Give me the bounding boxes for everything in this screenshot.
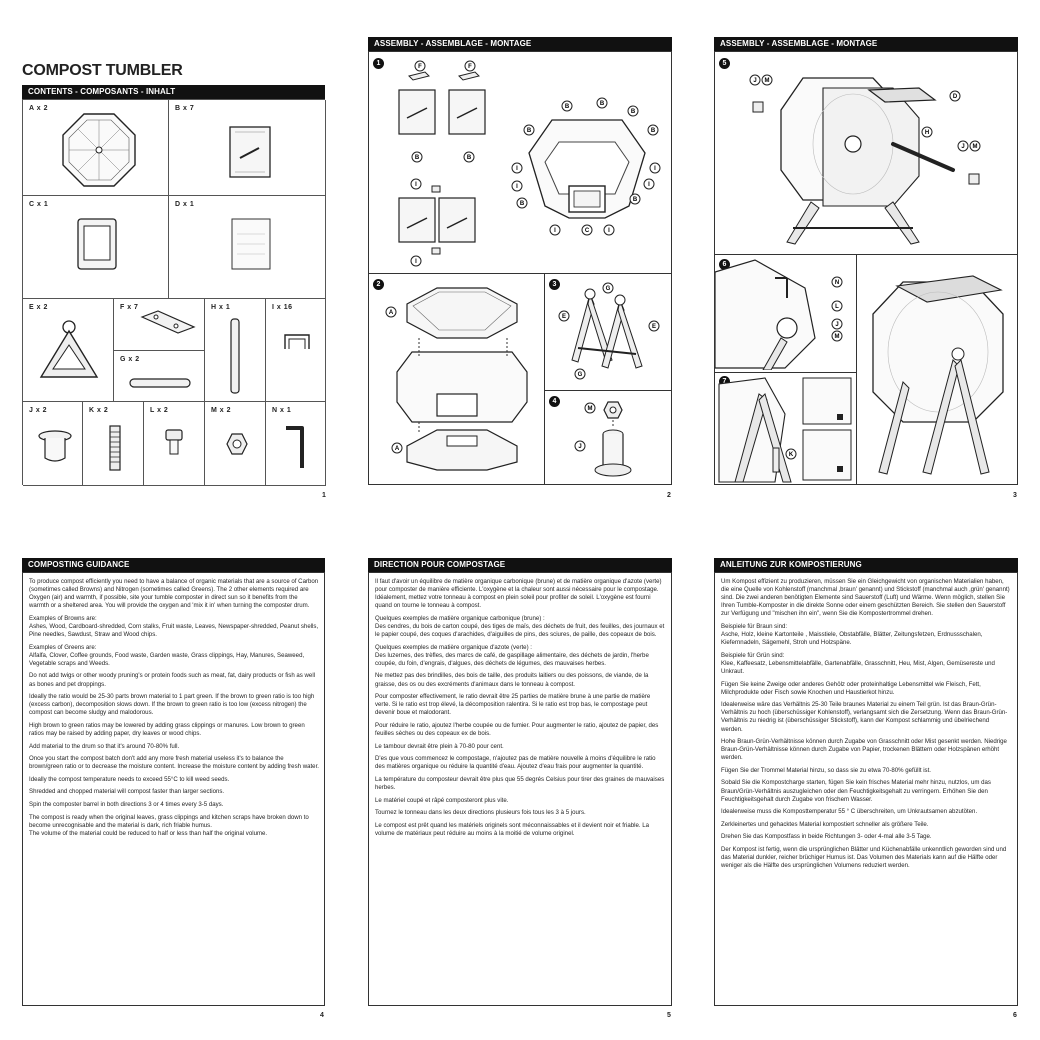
paragraph: Examples of Browns are: Ashes, Wood, Cardboard-shredded, Corn stalks, Fruit waste, Leaves, Newspaper-shredded, Peanut shells, Pine needles, Sawdust, Straw and Wood chips.	[29, 614, 319, 639]
svg-text:J: J	[961, 144, 965, 150]
paragraph: Um Kompost effizient zu produzieren, müssen Sie ein Gleichgewicht von organischen Materialien haben, die eine Quelle von Kohlenstoff (manchmal ‚braun' genannt) und Stickstoff (manchmal auch ‚grün' genannt) sind. Die zwei anderen benötigten Elemente sind Sauerstoff (Luft) und Wärme. Wenn möglich, stellen Sie Ihren Tumble-Komposter in die direkte Sonne oder einem geschützten Bereich. Sie stellen den Sauerstoff zur Verfügung und "mischen ihn ein", wenn Sie die Kompostertrommel drehen.	[721, 578, 1010, 618]
paragraph: Le tambour devrait être plein à 70-80 pour cent.	[375, 742, 504, 750]
step3-drawing	[550, 282, 670, 387]
step4-drawing	[550, 398, 670, 483]
step7-drawing	[715, 374, 855, 484]
part-l-cell	[144, 402, 205, 486]
page-number: 3	[1013, 492, 1017, 499]
assembly-header: ASSEMBLY - ASSEMBLAGE - MONTAGE	[714, 37, 1018, 51]
allen-key-drawing	[282, 422, 312, 472]
divider	[856, 254, 857, 485]
paragraph: Le matériel coupé et râpé composteront plus vite.	[375, 796, 509, 804]
part-label: A x 2	[29, 105, 48, 112]
page-3	[693, 0, 1040, 510]
lid-octagon-drawing	[59, 110, 139, 190]
guidance-header: COMPOSTING GUIDANCE	[22, 558, 325, 572]
paragraph: Quelques exemples de matière organique carbonique (brune) : Des cendres, du bois de carton coupé, des tiges de maïs, des déchets de fruit, des feuilles, des journaux et le papier coupé, des coques d'arachides, d'aiguilles de pins, des sciures, de paille, des copeaux de bois.	[375, 614, 665, 639]
anleitung-text	[721, 578, 1011, 875]
divider	[544, 390, 672, 391]
svg-text:F: F	[418, 64, 422, 70]
clip-drawing	[138, 309, 198, 339]
page-number: 5	[667, 1012, 671, 1019]
part-label: K x 2	[89, 407, 109, 414]
paragraph: Sobald Sie die Kompostcharge starten, fügen Sie kein frisches Material mehr hinzu, nutzlos, um das Braun/Grün-Verhältnis auszugleichen oder den Feuchtigkeitsgehalt zu verringern. Erhöhen Sie den Feuchtigkeitsgehalt durch Zugabe von frischem Wasser.	[721, 779, 991, 803]
step-1: 1	[373, 58, 384, 69]
bolt-drawing	[162, 428, 186, 458]
part-label: N x 1	[272, 407, 292, 414]
paragraph: Once you start the compost batch don't add any more fresh material useless it's to balance the brown/green ratio or to decrease the moisture content. Increase the moisture content by adding fresh water.	[29, 755, 319, 771]
part-g-cell	[114, 351, 205, 402]
svg-text:J: J	[578, 444, 582, 450]
paragraph: Beispiele für Braun sind: Asche, Holz, kleine Kartonteile , Maisstiele, Obstabfälle, Blätter, Zeitungsfetzen, Erdnussschalen, Kiefernnadeln, Sägemehl, Stroh und Holzspäne.	[721, 622, 983, 647]
part-m-cell	[205, 402, 266, 486]
part-label: E x 2	[29, 304, 48, 311]
paragraph: Il faut d'avoir un équilibre de matière organique carbonique (brune) et de matière organique d'azote (verte) pour composter de manière efficiente. L'oxygène et la chaleur sont aussi nécessaire pour le compostage. Idéalement, mettez votre tonneau à compost en plein soleil pour profiter de soleil. L'oxygène est fourni quand on tourne le tonneau à compost.	[375, 578, 662, 610]
assembly-header: ASSEMBLY - ASSEMBLAGE - MONTAGE	[368, 37, 672, 51]
part-a-cell	[23, 100, 169, 196]
parts-grid	[22, 99, 325, 485]
paragraph: Pour réduire le ratio, ajoutez l'herbe coupée ou de fumier. Pour augmenter le ratio, ajoutez de papier, des feuilles sèches ou des copeaux ex de bois.	[375, 721, 659, 737]
svg-text:M: M	[834, 334, 840, 340]
part-c-cell	[23, 196, 169, 299]
svg-text:B: B	[466, 155, 472, 161]
door-drawing	[227, 214, 277, 274]
paragraph: The compost is ready when the original leaves, grass clippings and kitchen scraps have broken down to become unrecognisable and the material is dark, rich friable humus. The volume of the material could be reduced to half or less than half the original volume.	[29, 813, 309, 837]
contents-header: CONTENTS - COMPOSANTS - INHALT	[22, 85, 325, 99]
page-1	[0, 0, 347, 510]
step-5: 5	[719, 58, 730, 69]
svg-text:I: I	[415, 259, 417, 265]
paragraph: Shredded and chopped material will compost faster than larger sections.	[29, 788, 225, 796]
part-label: B x 7	[175, 105, 195, 112]
step1-drawing	[377, 58, 667, 268]
svg-text:I: I	[654, 166, 656, 172]
step6-drawing	[715, 258, 855, 370]
step5-drawing	[723, 60, 1013, 250]
part-label: H x 1	[211, 304, 231, 311]
paragraph: Der Kompost ist fertig, wenn die ursprünglichen Blätter und Küchenabfälle unkenntlich geworden sind und das Material dunkler, reicher brüchiger Humus ist. Das Volumen des Materials kann auf die Hälfte oder weniger als die Hälfte des ursprünglichen Volumens reduziert werden.	[721, 846, 1007, 870]
paragraph: Zerkleinertes und gehacktes Material kompostiert schneller als größere Teile.	[721, 820, 929, 828]
svg-text:B: B	[650, 128, 656, 134]
direction-header: DIRECTION POUR COMPOSTAGE	[368, 558, 672, 572]
page-title: COMPOST TUMBLER	[22, 62, 183, 79]
direction-text	[375, 578, 665, 842]
page-number: 4	[320, 1012, 324, 1019]
part-label: M x 2	[211, 407, 232, 414]
svg-text:C: C	[584, 228, 590, 234]
step-3: 3	[549, 279, 560, 290]
divider	[714, 372, 856, 373]
svg-text:I: I	[415, 182, 417, 188]
svg-text:K: K	[788, 452, 794, 458]
paragraph: Fügen Sie keine Zweige oder anderes Gehölz oder proteinhaltige Lebensmittel wie Fleisch, Fett, Milchprodukte oder Fisch sowie Knochen und Haustierkot hinzu.	[721, 680, 981, 696]
svg-text:A: A	[388, 310, 394, 316]
svg-text:B: B	[599, 101, 605, 107]
svg-text:J: J	[835, 322, 839, 328]
part-n-cell	[266, 402, 326, 486]
part-label: I x 16	[272, 304, 293, 311]
page-2	[347, 0, 693, 510]
door-frame-drawing	[73, 214, 123, 274]
assembled-tumbler-drawing	[863, 262, 1013, 482]
svg-text:I: I	[516, 166, 518, 172]
svg-text:B: B	[630, 109, 636, 115]
part-label: C x 1	[29, 201, 49, 208]
svg-text:G: G	[577, 372, 583, 378]
svg-text:M: M	[587, 406, 593, 412]
svg-text:M: M	[764, 78, 770, 84]
paragraph: Ne mettez pas des brindilles, des bois de taille, des produits laitiers ou des poissons, de viande, de la graisse, des os ou des excréments d'animaux dans le tonneau à compost.	[375, 672, 649, 688]
page-number: 6	[1013, 1012, 1017, 1019]
paragraph: Le compost est prêt quand les matériels originels sont méconnaissables et il devient noir et friable. La volume de matériaux peut réduire au moins à la moitié de volume originel.	[375, 821, 650, 837]
page-number: 2	[667, 492, 671, 499]
svg-text:I: I	[554, 228, 556, 234]
part-label: D x 1	[175, 201, 195, 208]
page-number: 1	[322, 492, 326, 499]
paragraph: Examples of Greens are: Alfalfa, Clover, Coffee grounds, Food waste, Garden waste, Grass clippings, Hay, Manures, Seaweed, Vegetable scraps and Weeds.	[29, 643, 305, 667]
svg-text:B: B	[526, 128, 532, 134]
part-d-cell	[169, 196, 326, 299]
nut-drawing	[225, 432, 249, 456]
divider	[714, 254, 1018, 255]
divider	[368, 273, 672, 274]
paragraph: Ideally the ratio would be 25-30 parts brown material to 1 part green. If the brown to green ratio is too high (excess carbon), decomposition slows down. If the brown to green ratio is too low (excess nitrogen) the compost can become sludgy and malodorous.	[29, 693, 315, 717]
step2-drawing	[377, 282, 547, 472]
part-i-cell	[266, 299, 326, 402]
paragraph: Fügen Sie der Trommel Material hinzu, so dass sie zu etwa 70-80% gefüllt ist.	[721, 766, 931, 774]
page-4	[0, 510, 347, 1040]
paragraph: Ideally the compost temperature needs to exceed 55°C to kill weed seeds.	[29, 775, 230, 783]
svg-text:F: F	[468, 64, 472, 70]
paragraph: Add material to the drum so that it's around 70-80% full.	[29, 742, 180, 750]
svg-text:B: B	[519, 201, 525, 207]
part-label: L x 2	[150, 407, 169, 414]
step-2: 2	[373, 279, 384, 290]
svg-text:I: I	[608, 228, 610, 234]
part-k-cell	[83, 402, 144, 486]
part-j-cell	[23, 402, 83, 486]
part-b-cell	[169, 100, 326, 196]
paragraph: Beispiele für Grün sind: Klee, Kaffeesatz, Lebensmittelabfälle, Gartenabfälle, Grasschnitt, Heu, Mist, Algen, Gemüsereste und Unkraut.	[721, 651, 995, 675]
paragraph: Pour composter effectivement, le ratio devrait être 25 parties de matière brune à une partie de matière verte. Si le ratio est trop élevé, la décomposition ralentira. Si le ratio est trop bas, le compostage peut devenir boue et malodorant.	[375, 693, 651, 717]
part-h-cell	[205, 299, 266, 402]
paragraph: D'es que vous commencez le compostage, n'ajoutez pas de matière nouvelle à moins d'équilibre le ratio des matières organique ou réduire la quantité d'eau. Ajoutez d'eau frais pour augmenter la quantité.	[375, 755, 656, 771]
part-e-cell	[23, 299, 114, 402]
part-label: J x 2	[29, 407, 48, 414]
svg-text:D: D	[952, 94, 958, 100]
paragraph: Drehen Sie das Kompostfass in beide Richtungen 3- oder 4-mal alle 3-5 Tage.	[721, 833, 932, 841]
part-f-cell	[114, 299, 205, 351]
svg-text:A: A	[394, 446, 400, 452]
part-label: F x 7	[120, 304, 139, 311]
ratchet-drawing	[105, 424, 125, 474]
paragraph: To produce compost efficiently you need to have a balance of organic materials that are a source of Carbon (sometimes called Browns) and Nitrogen (sometimes called Greens). The 2 other elements required are Oxygen (air) and warmth, if possible, site your tumble composter in direct sun so it benefits from the warmth or a sheltered area. You will provide the oxygen and 'mix it in' when turning the composter drum.	[29, 578, 319, 610]
svg-text:I: I	[516, 184, 518, 190]
paragraph: Do not add twigs or other woody pruning's or protein foods such as meat, fat, dairy products or fish as well as bones and pet droppings.	[29, 672, 316, 688]
paragraph: Idealerweise muss die Komposttemperatur 55 ° C überschreiten, um Unkrautsamen abzutöten.	[721, 808, 978, 816]
connector-drawing	[282, 329, 312, 353]
svg-text:J: J	[753, 78, 757, 84]
svg-text:E: E	[561, 314, 567, 320]
cap-drawing	[35, 428, 75, 468]
panel-drawing	[225, 122, 275, 182]
svg-text:N: N	[834, 280, 840, 286]
paragraph: Spin the composter barrel in both directions 3 or 4 times every 3-5 days.	[29, 801, 224, 809]
paragraph: Hohe Braun-Grün-Verhältnisse können durch Zugabe von Grasschnitt oder Mist gesenkt werden. Niedrige Braun-Grün-Verhältnisse können durch Zugabe von Papier, trockenen Blättern oder Holzspänen erhöht werden.	[721, 738, 1007, 762]
page-6	[693, 510, 1040, 1040]
svg-text:B: B	[632, 197, 638, 203]
paragraph: Tournez le tonneau dans les deux directions plusieurs fois tous les 3 à 5 jours.	[375, 809, 586, 817]
svg-text:G: G	[605, 286, 611, 292]
svg-text:E: E	[651, 324, 657, 330]
part-label: G x 2	[120, 356, 140, 363]
step-4: 4	[549, 396, 560, 407]
step-6: 6	[719, 259, 730, 270]
axle-short-drawing	[126, 373, 196, 393]
anleitung-header: ANLEITUNG ZUR KOMPOSTIERUNG	[714, 558, 1018, 572]
stand-leg-drawing	[35, 317, 105, 387]
svg-text:I: I	[648, 182, 650, 188]
paragraph: La température du composteur devrait être plus que 55 degrés Celsius pour tirer des graines de mauvaises herbes.	[375, 775, 665, 791]
paragraph: Quelques exemples de matière organique d'azote (verte) : Des luzernes, des trèfles, des marcs de café, de gaspillage alimentaire, des déchets de jardin, l'herbe coupée, du foin, d'engrais, d'algues, des déchets de légumes, des mauvaises herbes.	[375, 643, 649, 667]
page-5	[347, 510, 693, 1040]
svg-text:B: B	[564, 104, 570, 110]
svg-text:B: B	[414, 155, 420, 161]
step-7: 7	[719, 376, 730, 387]
svg-text:L: L	[835, 304, 839, 310]
paragraph: High brown to green ratios may be lowered by adding grass clippings or manures. Low brown to green ratios may be raised by adding paper, dry leaves or wood chips.	[29, 721, 305, 737]
paragraph: Idealerweise wäre das Verhältnis 25-30 Teile braunes Material zu einem Teil grün. Ist das Braun-Grün-Verhältnis zu hoch (überschüssiger Kohlenstoff), verlangsamt sich die Zersetzung. Wenn das Braun-Grün-Verhältnis zu niedrig ist (überschüssiger Stickstoff), kann der Kompost schlammig und übelriechend werden.	[721, 701, 1008, 733]
guidance-text	[29, 578, 319, 842]
svg-text:M: M	[972, 144, 978, 150]
axle-drawing	[225, 317, 245, 397]
svg-text:H: H	[924, 130, 930, 136]
